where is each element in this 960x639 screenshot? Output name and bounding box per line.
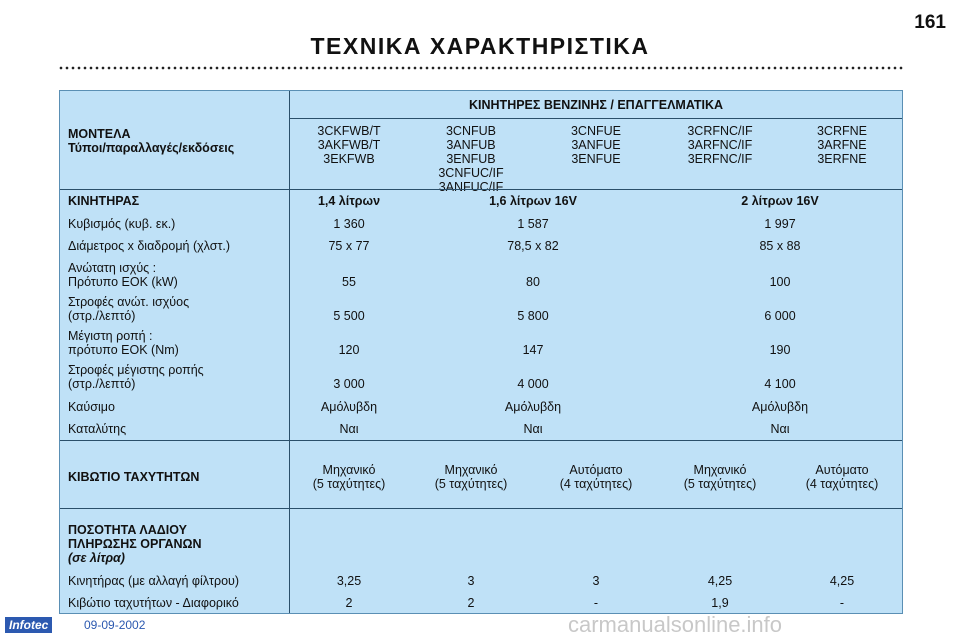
model-code: 3ANFUC/IF <box>438 180 504 194</box>
oil-label: ΠΛΗΡΩΣΗΣ ΟΡΓΑΝΩΝ <box>68 537 202 551</box>
model-code: 3ANFUB <box>446 138 496 152</box>
gearbox-type: Μηχανικό (5 ταχύτητες) <box>312 463 386 491</box>
row-value: 2 <box>345 596 353 610</box>
row-value: 5 500 <box>333 309 365 323</box>
row-value: 190 <box>769 343 791 357</box>
models-label: ΜΟΝΤΕΛΑ <box>68 127 131 141</box>
model-codes-col-3 <box>534 124 658 166</box>
engine-size: 1,6 λίτρων 16V <box>489 194 577 208</box>
model-codes-col-2 <box>408 124 534 194</box>
row-label: Κυβισμός (κυβ. εκ.) <box>68 217 176 231</box>
row-value: 4,25 <box>829 574 855 588</box>
row-label: Καταλύτης <box>68 422 127 436</box>
column-separator <box>289 91 290 613</box>
row-label: (στρ./λεπτό) <box>68 309 136 323</box>
row-value: 4 100 <box>764 377 796 391</box>
row-value: 5 800 <box>517 309 549 323</box>
row-value: 3 <box>467 574 475 588</box>
row-value: 75 x 77 <box>328 239 370 253</box>
row-value: 55 <box>342 275 356 289</box>
gearbox-type: Αυτόματο (4 ταχύτητες) <box>805 463 879 491</box>
row-label: Πρότυπο ΕΟΚ (kW) <box>68 275 178 289</box>
gearbox-type: Μηχανικό (5 ταχύτητες) <box>434 463 508 491</box>
row-value: 1,9 <box>711 596 729 610</box>
row-value: Αμόλυβδη <box>504 400 562 414</box>
row-value: Ναι <box>770 422 790 436</box>
row-value: 6 000 <box>764 309 796 323</box>
oil-block <box>60 508 902 614</box>
row-label: Ανώτατη ισχύς : <box>68 261 157 275</box>
oil-label: ΠΟΣΟΤΗΤΑ ΛΑΔΙΟΥ <box>68 523 187 537</box>
model-code: 3EKFWB <box>323 152 375 166</box>
model-code: 3AKFWB/T <box>317 138 381 152</box>
footer-date: 09-09-2002 <box>84 618 146 632</box>
gearbox-type: Μηχανικό (5 ταχύτητες) <box>683 463 757 491</box>
spec-table <box>59 90 903 614</box>
row-label: Καύσιμο <box>68 400 115 414</box>
row-label: Κινητήρας (με αλλαγή φίλτρου) <box>68 574 240 588</box>
gearbox-label: ΚΙΒΩΤΙΟ ΤΑΧΥΤΗΤΩΝ <box>68 470 200 484</box>
header-divider <box>290 118 902 119</box>
row-value: Αμόλυβδη <box>751 400 809 414</box>
engine-size: 1,4 λίτρων <box>317 194 381 208</box>
model-code: 3CRFNC/IF <box>687 124 753 138</box>
row-label: πρότυπο ΕΟΚ (Nm) <box>68 343 179 357</box>
gearbox-block <box>60 440 902 509</box>
model-code: 3ANFUE <box>571 138 621 152</box>
dotted-divider <box>58 66 903 70</box>
model-codes-col-5 <box>782 124 902 166</box>
row-value: 100 <box>769 275 791 289</box>
model-codes-col-4 <box>658 124 782 166</box>
model-code: 3ERFNC/IF <box>687 152 753 166</box>
row-label: (στρ./λεπτό) <box>68 377 136 391</box>
page-title: ΤΕΧΝΙΚΑ ΧΑΡΑΚΤΗΡΙΣΤΙΚΑ <box>310 33 650 59</box>
model-code: 3ARFNE <box>817 138 867 152</box>
row-value: Ναι <box>523 422 543 436</box>
model-code: 3ENFUE <box>571 152 621 166</box>
engine-block <box>60 189 902 441</box>
model-code: 3CKFWB/T <box>317 124 381 138</box>
row-value: 3,25 <box>336 574 362 588</box>
watermark: carmanualsonline.info <box>568 612 783 637</box>
models-sublabel: Τύποι/παραλλαγές/εκδόσεις <box>68 141 235 155</box>
infotec-logo: Infotec <box>5 617 52 633</box>
row-value: 1 997 <box>764 217 796 231</box>
oil-unit-label: (σε λίτρα) <box>68 551 125 565</box>
row-label: Στροφές μέγιστης ροπής <box>68 363 204 377</box>
row-value: 120 <box>338 343 360 357</box>
row-value: 1 587 <box>517 217 549 231</box>
page-number: 161 <box>914 12 946 33</box>
row-value: 4 000 <box>517 377 549 391</box>
engine-label: ΚΙΝΗΤΗΡΑΣ <box>68 194 140 208</box>
engine-size: 2 λίτρων 16V <box>741 194 819 208</box>
model-code: 3CNFUB <box>445 124 496 138</box>
model-code: 3ERFNE <box>817 152 867 166</box>
row-value: 2 <box>467 596 475 610</box>
model-code: 3CNFUC/IF <box>438 166 504 180</box>
row-value: 3 <box>592 574 600 588</box>
row-value: - <box>593 596 599 610</box>
row-value: 85 x 88 <box>759 239 801 253</box>
row-value: - <box>839 596 845 610</box>
model-code: 3ARFNC/IF <box>687 138 753 152</box>
row-value: Ναι <box>339 422 359 436</box>
row-value: 78,5 x 82 <box>507 239 559 253</box>
model-code: 3CRFNE <box>816 124 867 138</box>
row-value: 3 000 <box>333 377 365 391</box>
gearbox-type: Αυτόματο (4 ταχύτητες) <box>559 463 633 491</box>
row-label: Διάμετρος x διαδρομή (χλστ.) <box>68 239 231 253</box>
row-value: 1 360 <box>333 217 365 231</box>
engines-title: ΚΙΝΗΤΗΡΕΣ ΒΕΝΖΙΝΗΣ / ΕΠΑΓΓΕΛΜΑΤΙΚΑ <box>469 98 723 112</box>
row-label: Μέγιστη ροπή : <box>68 329 153 343</box>
model-codes-col-1 <box>290 124 408 166</box>
row-value: 80 <box>526 275 540 289</box>
row-value: 4,25 <box>707 574 733 588</box>
row-label: Κιβώτιο ταχυτήτων - Διαφορικό <box>68 596 239 610</box>
row-value: Αμόλυβδη <box>320 400 378 414</box>
row-label: Στροφές ανώτ. ισχύος <box>68 295 190 309</box>
model-code: 3CNFUE <box>570 124 621 138</box>
row-value: 147 <box>522 343 544 357</box>
model-code: 3ENFUB <box>446 152 496 166</box>
